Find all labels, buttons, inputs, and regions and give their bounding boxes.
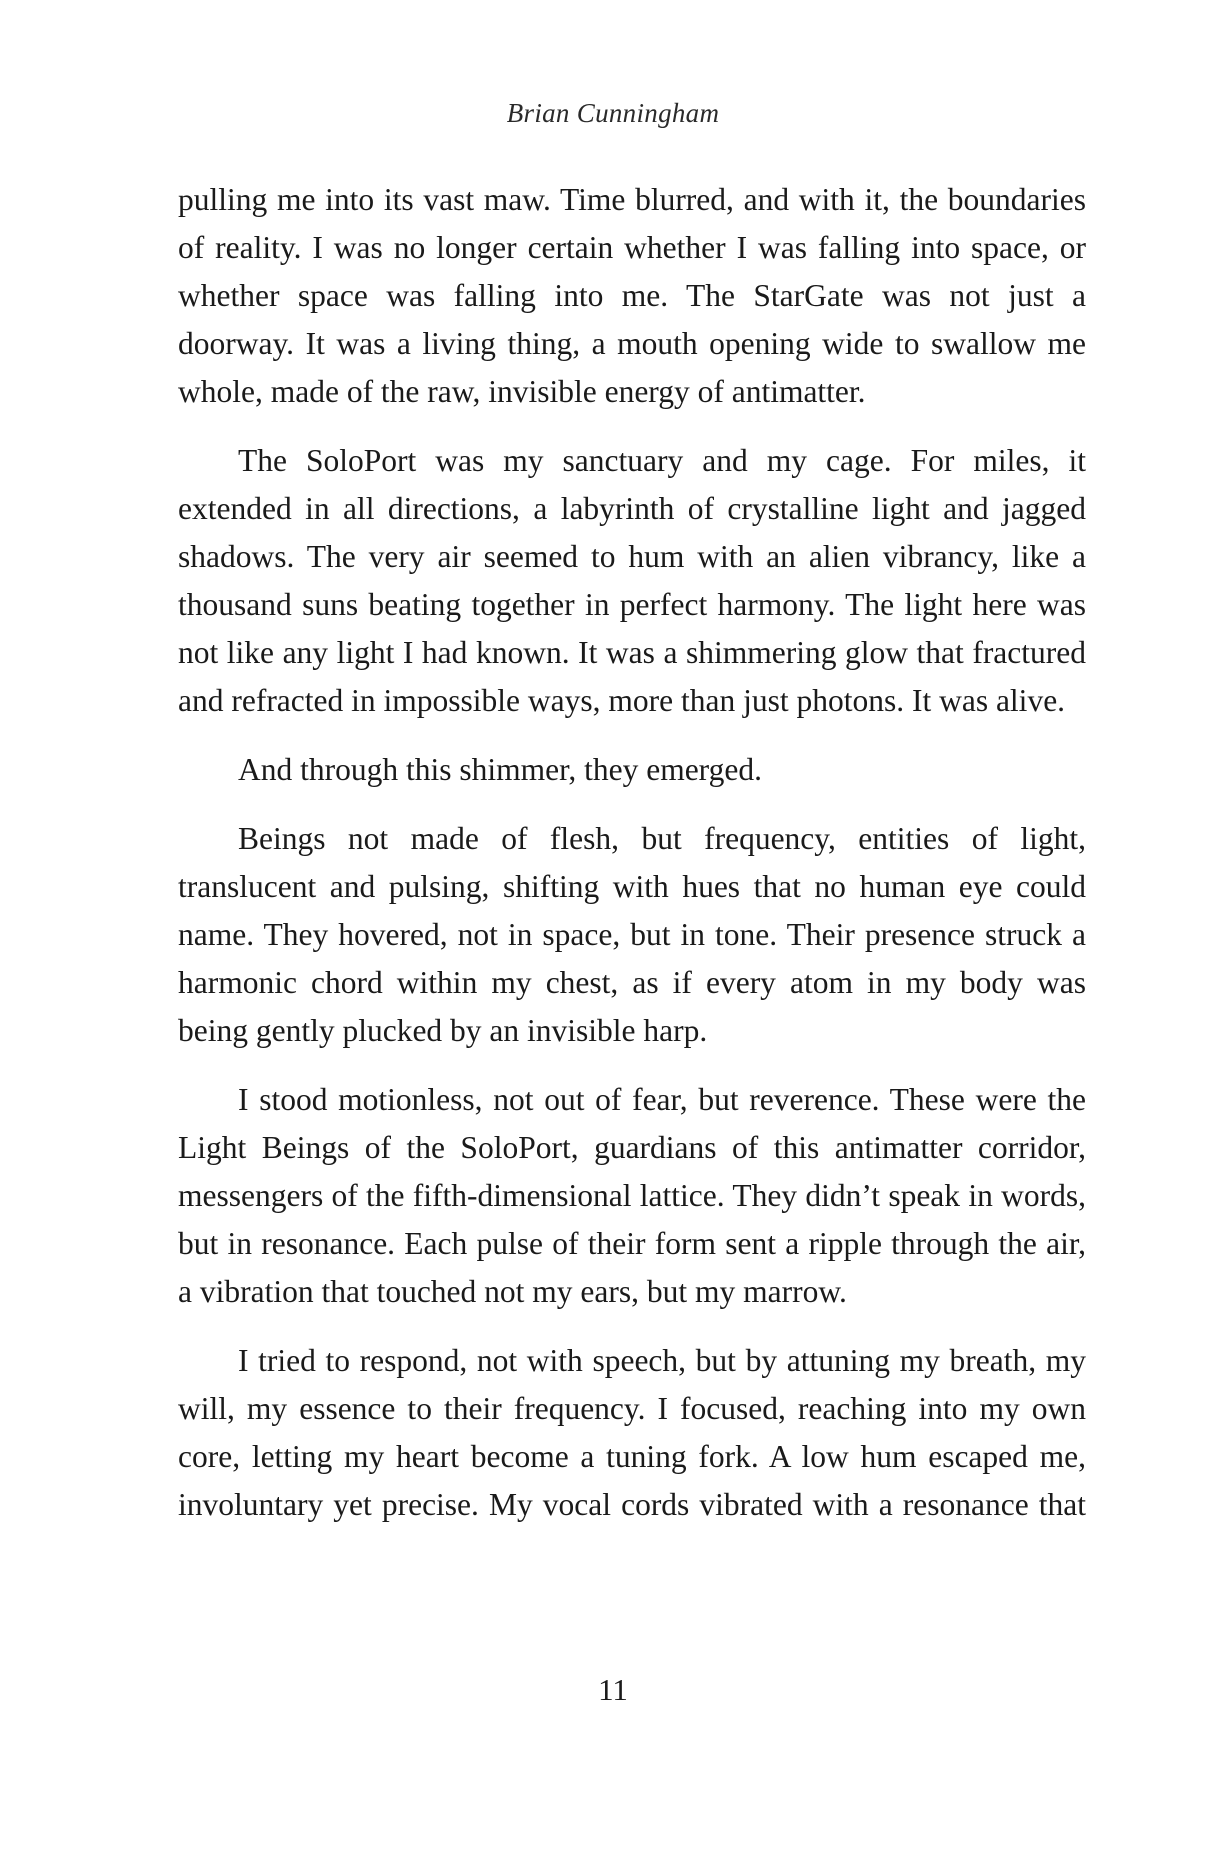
paragraph-1: pulling me into its vast maw. Time blurred, and with it, the boundaries of reality. I was no longer certain whether I was falling into space, or whether space was falling into me. The StarGate was not just a doorway. It was a living thing, a mouth opening wide to swallow me whole, made of the raw, invisible energy of antimatter. — [178, 182, 1086, 409]
paragraph-4: Beings not made of flesh, but frequency, entities of light, translucent and pulsing, shifting with hues that no human eye could name. They hovered, not in space, but in tone. Their presence struck a harmonic chord within my chest, as if every atom in my body was being gently plucked by an invisible harp. — [178, 821, 1086, 1048]
paragraph-3: And through this shimmer, they emerged. — [238, 752, 762, 787]
running-head: Brian Cunningham — [506, 98, 720, 128]
paragraph-2: The SoloPort was my sanctuary and my cage. For miles, it extended in all directions, a labyrinth of crystalline light and jagged shadows. The very air seemed to hum with an alien vibrancy, like a thousand suns beating together in perfect harmony. The light here was not like any light I had known. It was a shimmering glow that fractured and refracted in impossible ways, more than just photons. It was alive. — [178, 443, 1086, 718]
paragraph-6: I tried to respond, not with speech, but by attuning my breath, my will, my essence to their frequency. I focused, reaching into my own core, letting my heart become a tuning fork. A low hum escaped me, involuntary yet precise. My vocal cords vibrated with a resonance that — [178, 1343, 1086, 1522]
paragraph-5: I stood motionless, not out of fear, but reverence. These were the Light Beings of the SoloPort, guardians of this antimatter corridor, messengers of the fifth-dimensional lattice. They didn’t speak in words, but in resonance. Each pulse of their form sent a ripple through the air, a vibration that touched not my ears, but my marrow. — [178, 1082, 1086, 1309]
page-number: 11 — [598, 1672, 628, 1707]
body-text — [178, 176, 1086, 1529]
